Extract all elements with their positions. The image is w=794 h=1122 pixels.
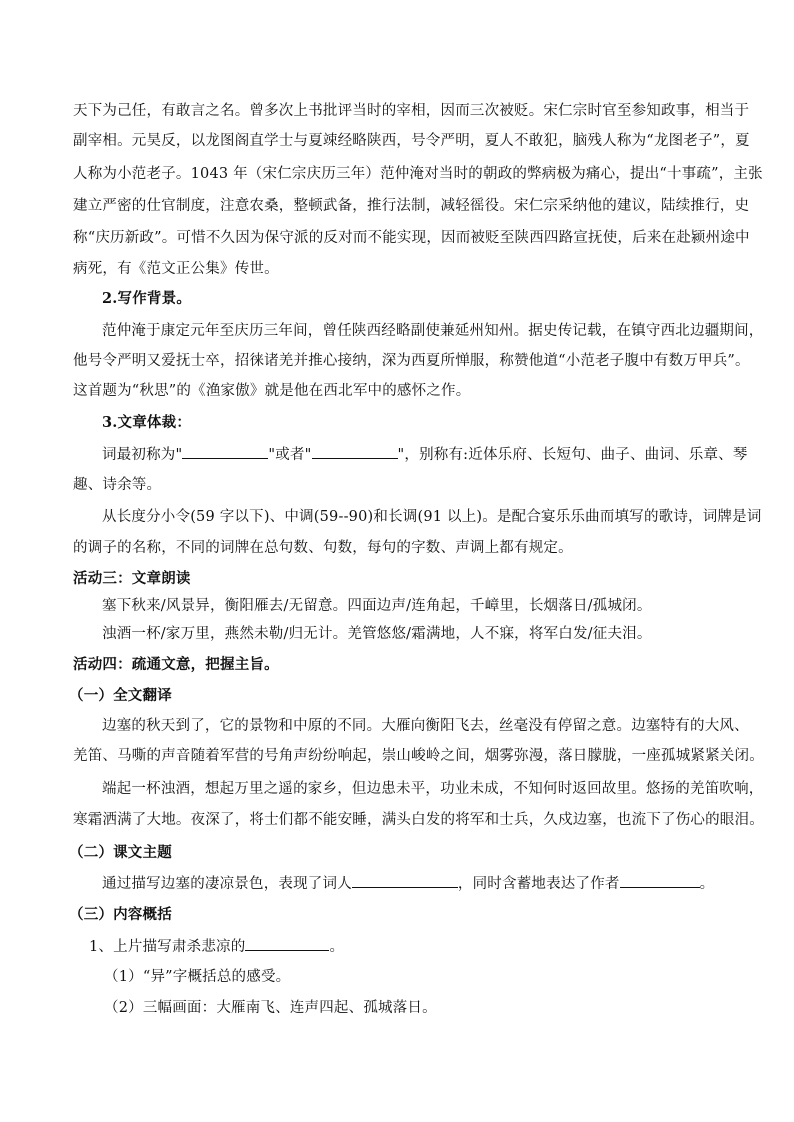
bio-line-1: 天下为己任，有敢言之名。曾多次上书批评当时的宰相，因而三次被贬。宋仁宗时官至参知政事，相当于 [73, 103, 750, 119]
bio-line-2: 副宰相。元昊反，以龙图阁直学士与夏竦经略陕西，号令严明，夏人不敢犯，脑残人称为“龙图老子”，夏 [73, 133, 750, 149]
genre-text-b: "或者" [268, 447, 312, 463]
genre-line-2: 趣、诗余等。 [73, 477, 162, 493]
poem-line-2: 浊酒一杯/家万里，燕然未勒/归无计。羌管悠悠/霜满地，人不寐，将军白发/征夫泪。 [102, 626, 652, 642]
theme-text-a: 通过描写边塞的凄凉景色，表现了词人 [102, 876, 352, 892]
subheading-translation: （一）全文翻译 [69, 687, 172, 704]
translation-line-1: 边塞的秋天到了，它的景物和中原的不同。大雁向衡阳飞去，丝毫没有停留之意。边塞特有的大风、 [102, 718, 749, 734]
theme-line [102, 873, 714, 894]
fill-blank-3[interactable] [352, 873, 458, 888]
subheading-theme: （二）课文主题 [69, 844, 172, 861]
poem-line-1: 塞下秋来/风景异，衡阳雁去/无留意。四面边声/连角起，千嶂里，长烟落日/孤城闭。 [102, 598, 652, 614]
background-line-1: 范仲淹于康定元年至庆历三年间，曾任陕西经略副使兼延州知州。据史传记载，在镇守西北边疆期间， [102, 323, 764, 339]
activity-four-heading: 活动四：疏通文意，把握主旨。 [73, 656, 279, 673]
summary-line-1 [89, 936, 344, 957]
bio-line-4: 建立严密的仕官制度，注意农桑，整顿武备，推行法制，减轻徭役。宋仁宗采纳他的建议，陆续推行，史 [73, 198, 750, 214]
translation-line-3: 端起一杯浊酒，想起万里之遥的家乡，但边患未平，功业未成，不知何时返回故里。悠扬的羌笛吹响， [102, 781, 764, 797]
background-line-2: 他号令严明又爱抚士卒，招徕诸羌并推心接纳，深为西夏所惮服，称赞他道“小范老子腹中有数万甲兵”。 [73, 353, 750, 369]
bio-line-5: 称“庆历新政”。可惜不久因为保守派的反对而不能实现，因而被贬至陕西四路宣抚使，后来在赴颍州途中 [73, 230, 750, 246]
fill-blank-5[interactable] [245, 936, 329, 951]
activity-three-heading: 活动三：文章朗读 [73, 570, 191, 587]
section-heading-genre: 3.文章体裁： [102, 414, 192, 431]
background-line-3: 这首题为“秋思”的《渔家傲》就是他在西北军中的感怀之作。 [73, 383, 471, 399]
fill-blank-1[interactable] [182, 444, 268, 459]
genre-line-4: 的调子的名称，不同的词牌在总句数、句数，每句的字数、声调上都有规定。 [73, 540, 573, 556]
genre-line-3: 从长度分小令(59 字以下)、中调(59--90)和长调(91 以上)。是配合宴乐乐曲而填写的歌诗，词牌是词 [102, 509, 762, 525]
summary-line-2: （1）“异”字概括总的感受。 [104, 969, 291, 985]
translation-line-2: 羌笛、马嘶的声音随着军营的号角声纷纷响起，崇山峻岭之间，烟雾弥漫，落日朦胧，一座孤城紧紧关闭。 [73, 748, 764, 764]
bio-line-6: 病死，有《范文正公集》传世。 [73, 261, 279, 277]
bio-line-3: 人称为小范老子。1043 年（宋仁宗庆历三年）范仲淹对当时的朝政的弊病极为痛心，提出“十事疏”，主张 [73, 166, 763, 182]
fill-blank-2[interactable] [312, 444, 398, 459]
theme-text-c: 。 [699, 876, 715, 892]
genre-text-a: 词最初称为" [102, 447, 183, 463]
translation-line-4: 寒霜洒满了大地。夜深了，将士们都不能安睡，满头白发的将军和士兵，久戍边塞，也流下了伤心的眼泪。 [73, 812, 764, 828]
theme-text-b: ，同时含蓄地表达了作者 [457, 876, 620, 892]
genre-line-1 [102, 444, 748, 465]
summary-text-b: 。 [329, 939, 345, 955]
subheading-summary: （三）内容概括 [69, 906, 172, 923]
summary-text-a: 1、上片描写肃杀悲凉的 [89, 939, 246, 955]
section-heading-background: 2.写作背景。 [102, 290, 192, 307]
fill-blank-4[interactable] [620, 873, 700, 888]
genre-text-c: "，别称有:近体乐府、长短句、曲子、曲词、乐章、琴 [397, 447, 748, 463]
summary-line-3: （2）三幅画面：大雁南飞、连声四起、孤城落日。 [104, 1000, 437, 1016]
